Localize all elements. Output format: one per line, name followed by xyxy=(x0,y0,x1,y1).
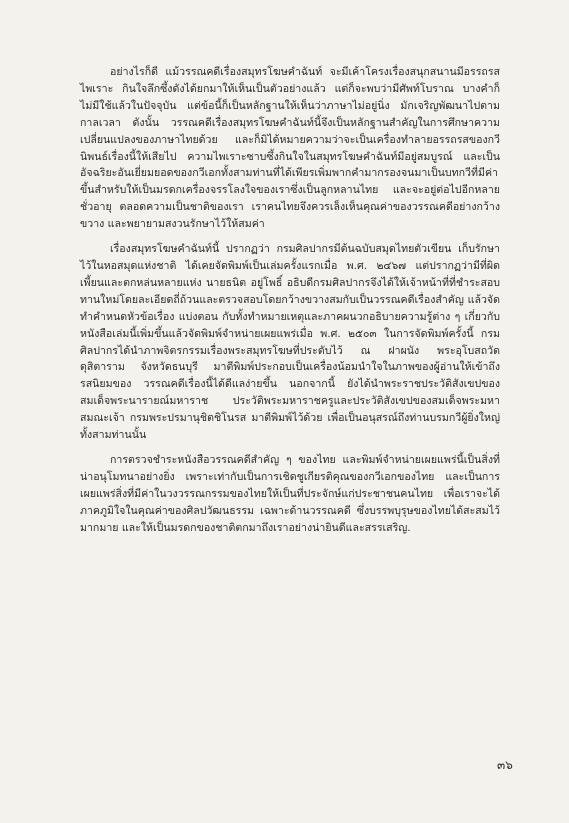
page-number: ๓๖ xyxy=(497,758,513,772)
paragraph-1: อย่างไรก็ดี แม้วรรณคดีเรื่องสมุทรโฆษคำฉันท์ จะมีเค้าโครงเรื่องสนุกสนานมีอรรถรสไพเราะ กินใจลึกซึ้งดังได้ยกมาให้เห็นเป็นตัวอย่างแล้ว แต่ก็จะพบว่ามีศัพท์โบราณ บางคำก็ไม่มีใช้แล้วในปัจจุบัน แต่ข้อนี้ก็เป็นหลักฐานให้เห็นว่าภาษาไม่อยู่นิ่ง มักเจริญพัฒนาไปตามกาลเวลา ดังนั้น วรรณคดีเรื่องสมุทรโฆษคำฉันท์นี้จึงเป็นหลักฐานสำคัญในการศึกษาความเปลี่ยนแปลงของภาษาไทยด้วย และก็มิได้หมายความว่าจะเป็นเครื่องทำลายอรรถรสของกวีนิพนธ์เรื่องนี้ให้เสียไป ความไพเราะซาบซึ้งกินใจในสมุทรโฆษคำฉันท์มีอยู่สมบูรณ์ และเป็นอัจฉริยะอันเยี่ยมยอดของกวีเอกทั้งสามท่านที่ได้เพียรเพิ่มพากคำมากรองจนมาเป็นบทกวีที่มีค่าขึ้นสำหรับให้เป็นมรดกเครื่องจรรโลงใจของเราซึ่งเป็นลูกหลานไทย และจะอยู่ต่อไปอีกหลายชั่วอายุ ตลอดความเป็นชาติของเรา เราคนไทยจึงควรเล็งเห็นคุณค่าของวรรณคดีอย่างกว้างขวาง และพยายามสงวนรักษาไว้ให้สมค่า xyxy=(80,66,500,231)
header-mark xyxy=(265,6,325,16)
body-text xyxy=(80,64,500,544)
paragraph-3: การตรวจชำระหนังสือวรรณคดีสำคัญ ๆ ของไทย และพิมพ์จำหน่ายเผยแพร่นี้เป็นสิ่งที่น่าอนุโมทนาอย่างยิ่ง เพราะเท่ากับเป็นการเชิดชูเกียรติคุณของกวีเอกของไทย และเป็นการเผยแพร่สิ่งที่มีค่าในวงวรรณกรรมของไทยให้เป็นที่ประจักษ์แก่ประชาชนคนไทย เพื่อเราจะได้ภาคภูมิใจในคุณค่าของศิลปวัฒนธรรม เฉพาะด้านวรรณคดี ซึ่งบรรพบุรุษของไทยได้สะสมไว้มากมาย และให้เป็นมรดกของชาติตกมาถึงเราอย่างน่ายินดีและสรรเสริญ. xyxy=(80,453,500,534)
paragraph-2: เรื่องสมุทรโฆษคำฉันท์นี้ ปรากฏว่า กรมศิลปากรมีต้นฉบับสมุดไทยตัวเขียน เก็บรักษาไว้ในหอสมุดแห่งชาติ ได้เคยจัดพิมพ์เป็นเล่มครั้งแรกเมื่อ พ.ศ. ๒๔๖๗ แต่ปรากฏว่ามีที่ผิดเพี้ยนและตกหล่นหลายแห่ง นายธนิต อยู่โพธิ์ อธิบดีกรมศิลปากรจึงได้ให้เจ้าหน้าที่ที่ชำระสอบทานใหม่โดยละเอียดถี่ถ้วนและตรวจสอบโดยกว้างขวางสมกับเป็นวรรณคดีเรื่องสำคัญ แล้วจัดทำคำหนดหัวข้อเรื่อง แบ่งตอน กับทั้งทำหมายเหตุและภาคผนวกอธิบายความรู้ต่าง ๆ เกี่ยวกับหนังสือเล่มนี้เพิ่มขึ้นแล้วจัดพิมพ์จำหน่ายเผยแพร่เมื่อ พ.ศ. ๒๕๐๓ ในการจัดพิมพ์ครั้งนี้ กรมศิลปากรได้นำภาพจิตรกรรมเรื่องพระสมุทรโฆษที่ประดับไว้ ณ ฝาผนัง พระอุโบสถวัดดุสิตาราม จังหวัดธนบุรี มาตีพิมพ์ประกอบเป็นเครื่องน้อมนำใจในภาพของผู้อ่านให้เข้าถึงรสนิยมของ วรรณคดีเรื่องนี้ได้ดีแลง่ายขึ้น นอกจากนี้ ยังได้นำพระราชประวัติสังเขปของสมเด็จพระนารายณ์มหาราช ประวัติพระมหาราชครูและประวัติสังเขปของสมเด็จพระมหาสมณะเจ้า กรมพระปรมานุชิตชิโนรส มาตีพิมพ์ไว้ด้วย เพื่อเป็นอนุสรณ์ถึงท่านบรมกวีผู้ยิ่งใหญ่ทั้งสามท่านนั้น xyxy=(80,243,500,442)
